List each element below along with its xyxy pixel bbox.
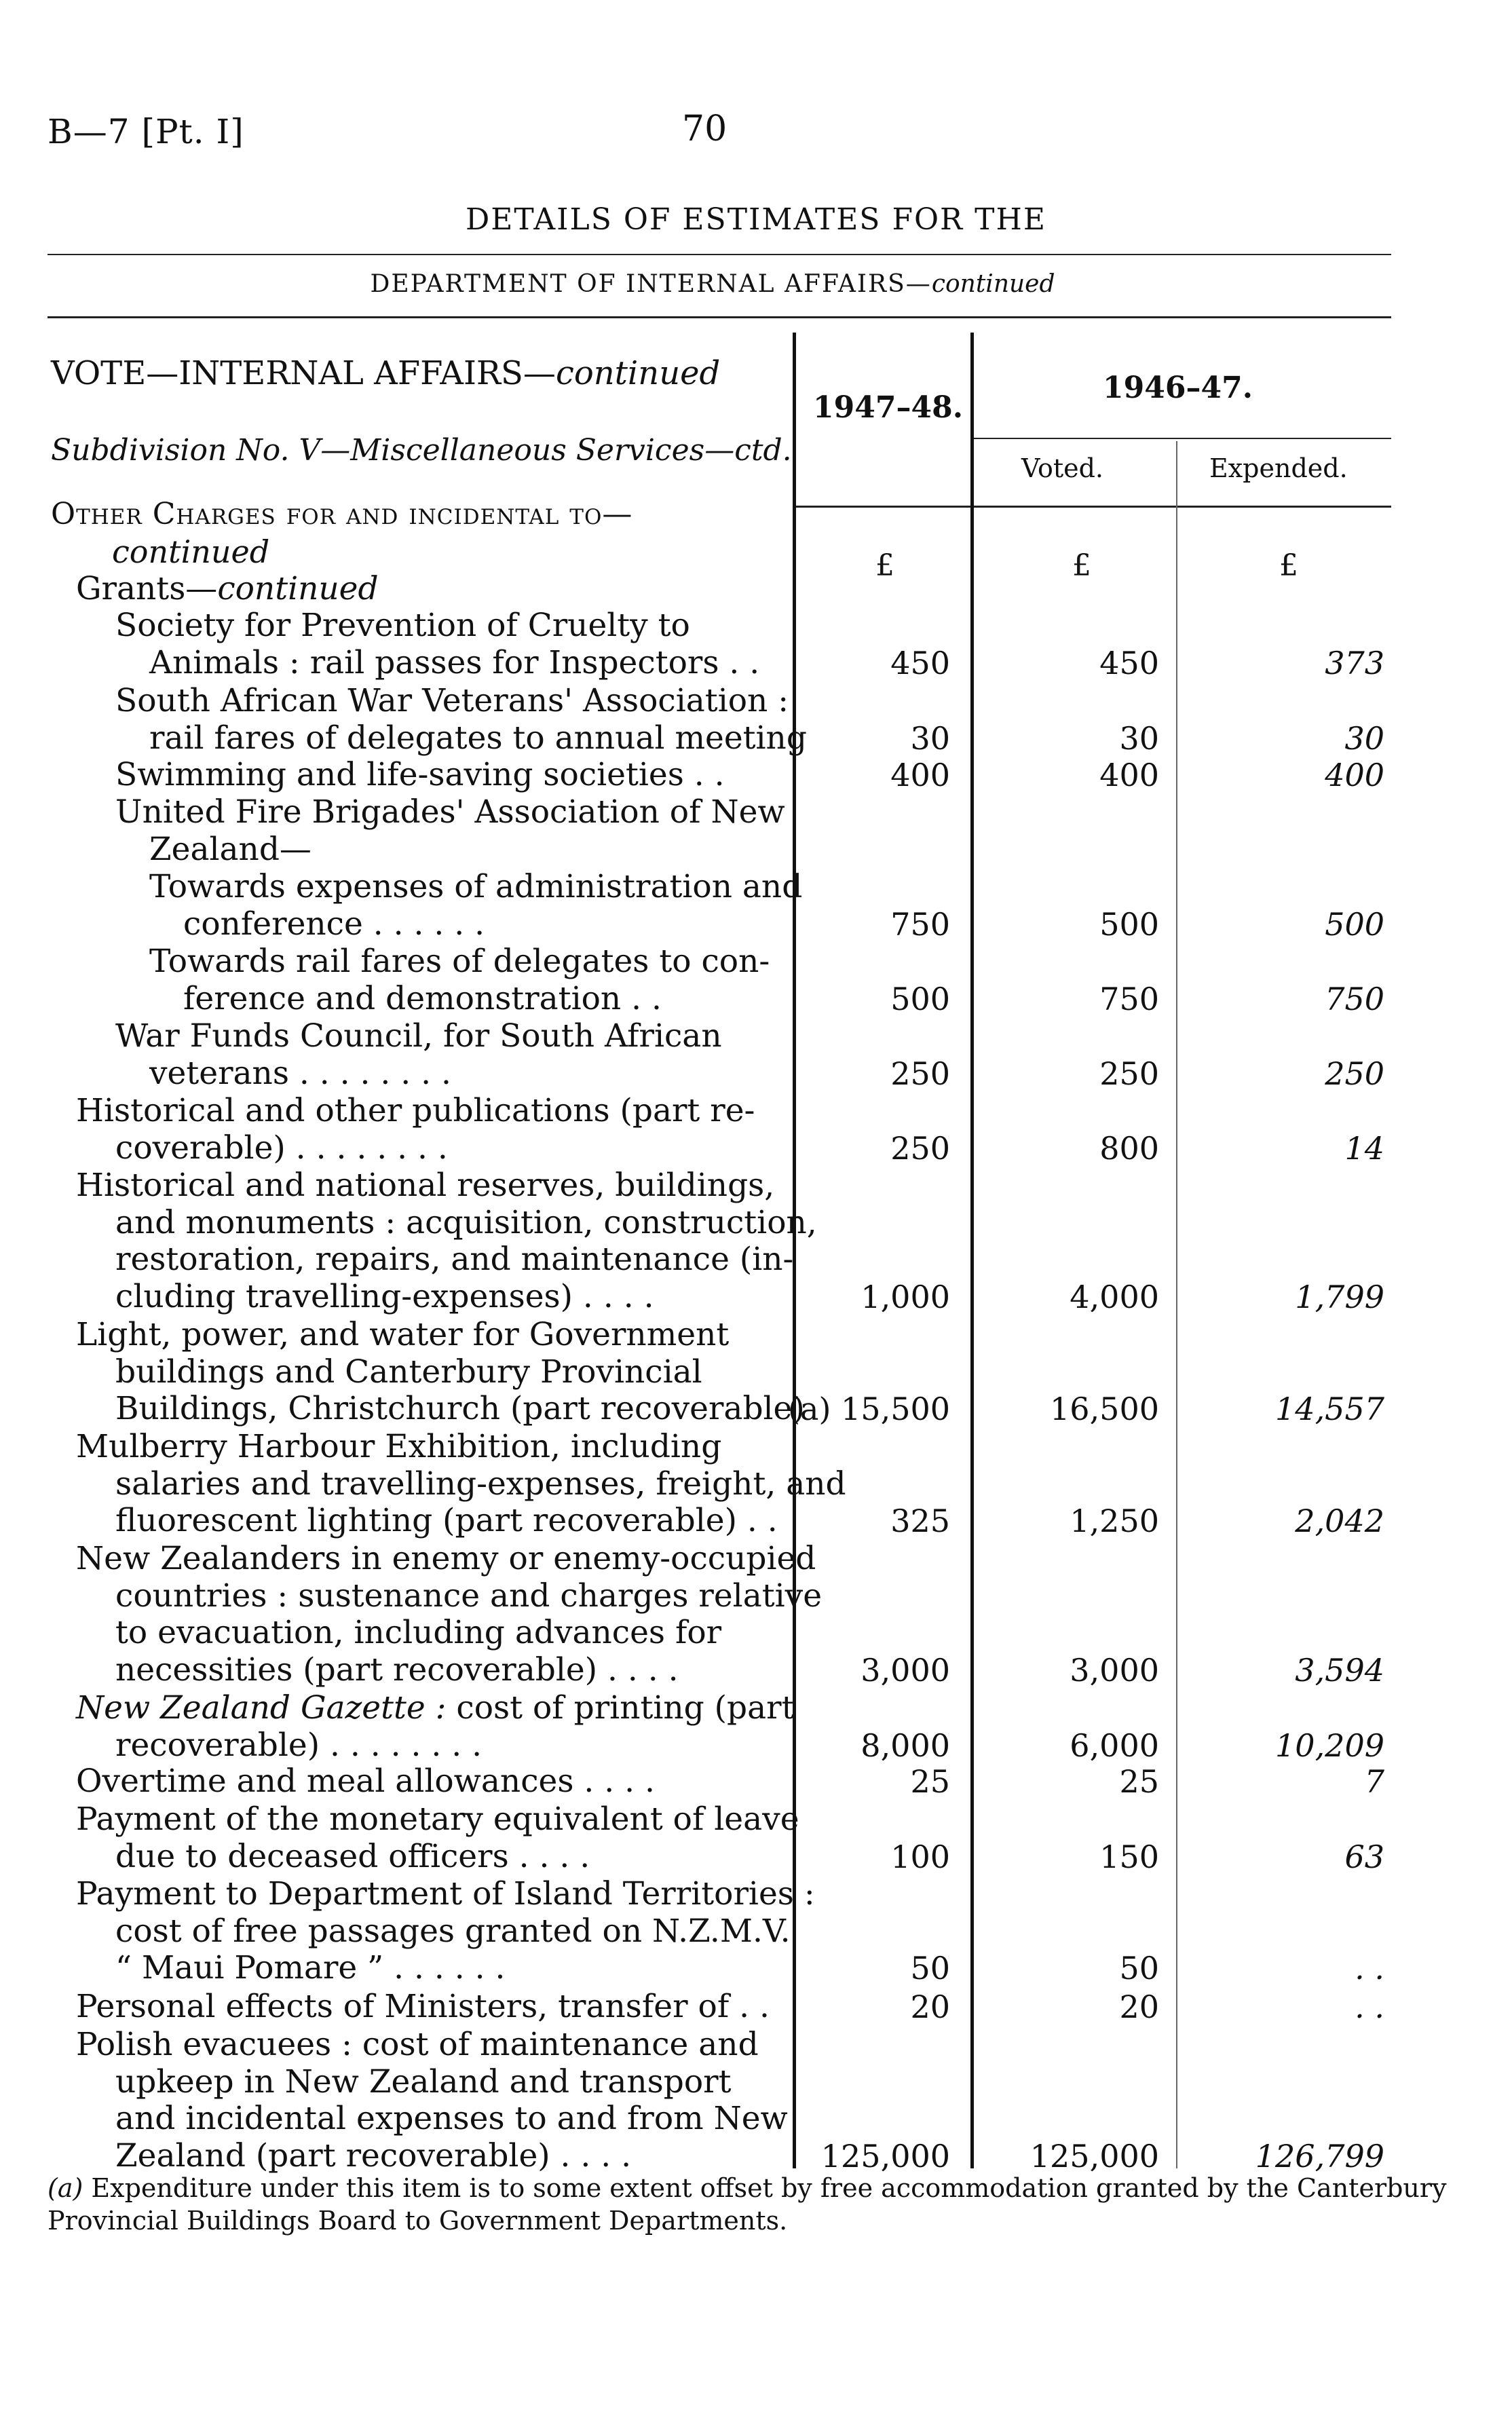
value-expended: 63 [1344,1838,1384,1875]
value-voted: 750 [1099,980,1159,1017]
department-heading [0,270,1425,298]
table-row-text: Buildings, Christchurch (part recoverable) [115,1390,805,1427]
value-1947-48: 50 [910,1950,950,1987]
value-expended: . . [1355,1989,1384,2025]
table-row-text: Personal effects of Ministers, transfer of . . [76,1988,770,2025]
value-voted: 125,000 [1029,2137,1159,2174]
column-header-voted: Voted. [1021,453,1103,483]
value-expended: 30 [1344,719,1384,757]
value-expended: 250 [1325,1055,1384,1092]
value-voted: 4,000 [1070,1278,1159,1315]
table-row-text: Mulberry Harbour Exhibition, including [76,1428,722,1465]
table-row-text: countries : sustenance and charges relative [115,1577,823,1615]
value-voted: 20 [1119,1989,1159,2025]
section-heading-text: Other Charges for and incidental to— [51,497,633,531]
value-voted: 250 [1099,1055,1159,1092]
column-header-1947-48: 1947–48. [813,390,964,425]
table-row-text: and monuments : acquisition, construction, [115,1203,817,1241]
table-row-text: and incidental expenses to and from New [115,2100,788,2137]
value-1947-48: 3,000 [861,1651,950,1689]
footnote-text: Expenditure under this item is to some extent offset by free accommodation granted by the Canterbury Provincial Buildings Board to Government Departments. [48,2173,1447,2236]
table-row-text: War Funds Council, for South African [115,1017,722,1055]
table-row-text: Society for Prevention of Cruelty to [115,607,690,644]
column-divider-middle [970,333,974,2168]
value-1947-48: 125,000 [820,2137,950,2174]
table-row-text: salaries and travelling-expenses, freight, and [115,1465,846,1503]
table-row-text: Swimming and life-saving societies . . [115,756,725,793]
value-expended: 400 [1325,757,1384,793]
column-header-expended: Expended. [1209,453,1348,483]
table-row-text: Payment to Department of Island Territories : [76,1875,815,1913]
column-header-rule-1946 [974,438,1391,439]
table-row-text: South African War Veterans' Association : [115,682,789,719]
value-voted: 30 [1119,719,1159,757]
value-1947-48: 400 [890,757,950,793]
document-reference: B—7 [Pt. I] [48,112,244,151]
column-header-1946-47: 1946–47. [1103,371,1253,405]
table-row-text: veterans . . . . . . . . [149,1054,451,1092]
table-row-text: buildings and Canterbury Provincial [115,1353,702,1391]
grants-heading [76,570,379,607]
value-voted: 16,500 [1050,1391,1159,1427]
value-expended: 10,209 [1275,1727,1384,1764]
table-row-text: coverable) . . . . . . . . [115,1129,448,1167]
value-1947-48: 450 [890,644,950,681]
page-number: 70 [682,109,727,149]
value-1947-48: 100 [890,1838,950,1875]
column-divider-voted-expended [1176,441,1177,2168]
footnote-mark: (a) [48,2173,83,2203]
table-row-text: Historical and national reserves, buildings, [76,1167,775,1204]
currency-symbol-1947: £ [875,548,894,583]
grants-heading-continued: continued [217,570,379,607]
table-row-text: rail fares of delegates to annual meeting [149,719,807,757]
section-heading-continued: continued [112,533,270,570]
department-continued: continued [931,270,1055,298]
table-row-text: New Zealand Gazette : cost of printing (part [76,1689,795,1727]
header-rule-top [48,254,1391,255]
table-row-text: fluorescent lighting (part recoverable) . . [115,1502,778,1539]
value-1947-48: 250 [890,1129,950,1167]
value-expended: 1,799 [1295,1278,1384,1315]
value-1947-48: 8,000 [861,1727,950,1764]
value-expended: . . [1355,1950,1384,1987]
column-header-rule [794,506,1391,508]
value-1947-48: 500 [890,980,950,1017]
table-row-text: New Zealanders in enemy or enemy-occupied [76,1540,816,1577]
value-1947-48: 25 [910,1763,950,1800]
table-row-text: to evacuation, including advances for [115,1614,722,1651]
table-row-text: Overtime and meal allowances . . . . [76,1763,655,1800]
value-expended: 3,594 [1295,1651,1384,1689]
value-voted: 6,000 [1070,1727,1159,1764]
table-row-text: Historical and other publications (part re- [76,1092,755,1129]
value-voted: 800 [1099,1129,1159,1167]
value-voted: 400 [1099,757,1159,793]
table-row-text: United Fire Brigades' Association of New [115,793,785,831]
value-1947-48: (a) 15,500 [788,1391,950,1427]
value-expended: 14,557 [1275,1391,1384,1427]
value-expended: 126,799 [1255,2137,1384,2174]
value-voted: 50 [1119,1950,1159,1987]
table-row-text: “ Maui Pomare ” . . . . . . [115,1949,506,1987]
section-heading [51,497,632,531]
table-row-text: Towards expenses of administration and [149,868,803,905]
department-name: DEPARTMENT OF INTERNAL AFFAIRS— [370,270,932,298]
value-1947-48: 250 [890,1055,950,1092]
value-expended: 750 [1325,980,1384,1017]
table-row-text: Payment of the monetary equivalent of leave [76,1801,799,1838]
value-expended: 7 [1364,1763,1384,1800]
table-row-text: recoverable) . . . . . . . . [115,1726,483,1764]
header-rule-bottom [48,316,1391,318]
table-row-text: cluding travelling-expenses) . . . . [115,1277,654,1315]
currency-symbol-voted: £ [1072,548,1091,583]
vote-title-continued: continued [555,354,721,392]
value-expended: 373 [1325,644,1384,681]
page-title: DETAILS OF ESTIMATES FOR THE [466,202,1046,237]
value-1947-48: 325 [890,1503,950,1539]
table-row-text: necessities (part recoverable) . . . . [115,1651,679,1689]
table-row-text: Polish evacuees : cost of maintenance and [76,2026,759,2063]
value-expended: 2,042 [1295,1503,1384,1539]
value-voted: 500 [1099,905,1159,943]
value-1947-48: 20 [910,1989,950,2025]
footnote [48,2172,1459,2237]
value-voted: 25 [1119,1763,1159,1800]
table-row-text: Light, power, and water for Government [76,1316,730,1353]
subdivision-title: Subdivision No. V—Miscellaneous Services—ctd. [51,433,792,468]
table-row-text: ference and demonstration . . [183,979,662,1017]
table-row-text: due to deceased officers . . . . [115,1837,590,1875]
table-row-text: restoration, repairs, and maintenance (in- [115,1241,794,1278]
table-row-text: Zealand— [149,830,311,868]
value-voted: 3,000 [1070,1651,1159,1689]
table-row-text: Animals : rail passes for Inspectors . . [149,643,760,681]
vote-title [51,354,720,392]
value-expended: 500 [1325,905,1384,943]
currency-symbol-expended: £ [1279,548,1298,583]
value-voted: 1,250 [1070,1503,1159,1539]
table-row-text: cost of free passages granted on N.Z.M.V. [115,1912,791,1950]
table-row-text: Zealand (part recoverable) . . . . [115,2136,632,2174]
table-row-text: upkeep in New Zealand and transport [115,2063,732,2101]
table-row-text: conference . . . . . . [183,905,485,943]
value-voted: 450 [1099,644,1159,681]
value-expended: 14 [1344,1129,1384,1167]
value-voted: 150 [1099,1838,1159,1875]
grants-heading-text: Grants— [76,570,218,607]
vote-title-text: VOTE—INTERNAL AFFAIRS— [51,354,556,392]
value-1947-48: 750 [890,905,950,943]
value-1947-48: 1,000 [861,1278,950,1315]
table-row-text: Towards rail fares of delegates to con- [149,943,770,980]
value-1947-48: 30 [910,719,950,757]
